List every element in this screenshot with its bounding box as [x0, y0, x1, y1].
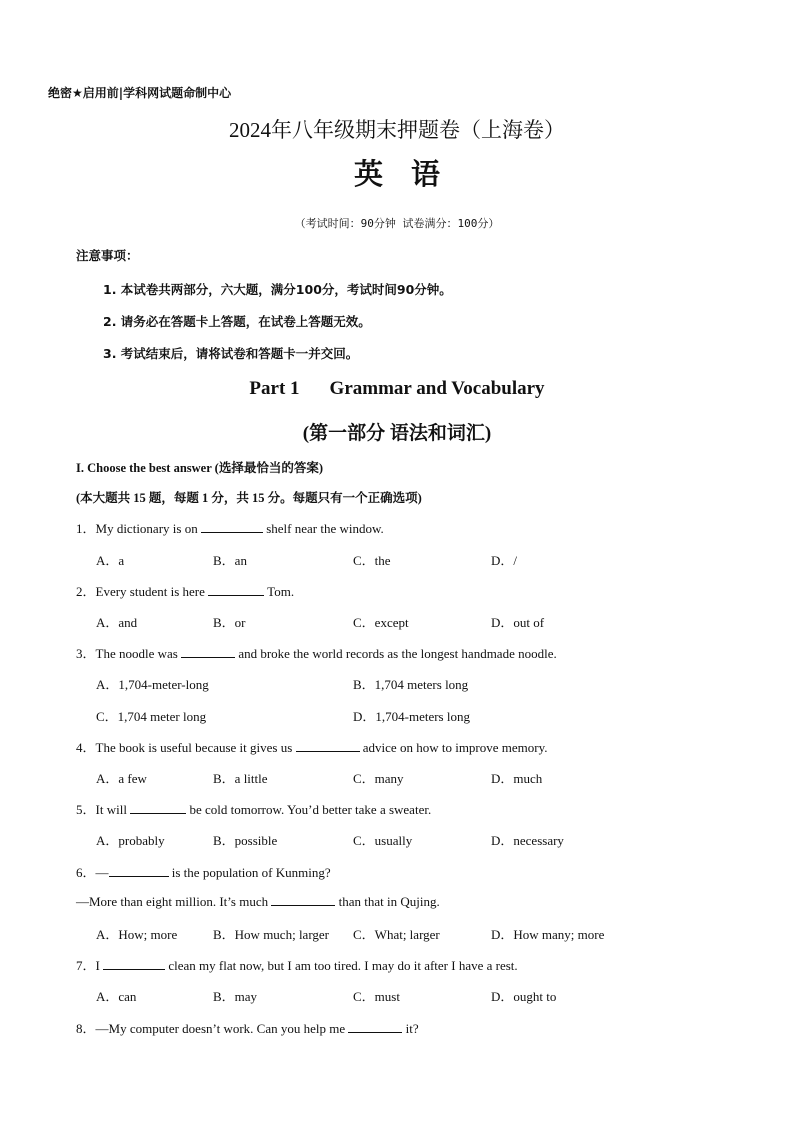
option-a: A．1,704-meter-long	[96, 677, 209, 692]
answer-blank	[208, 583, 264, 596]
option-c: C．except	[353, 615, 409, 630]
question-7: 7．I clean my flat now, but I am too tired. I may do it after I have a rest.	[76, 958, 518, 973]
option-a: A．probably	[96, 833, 165, 848]
option-c: C．must	[353, 989, 400, 1004]
option-b: B．or	[213, 615, 246, 630]
option-a: A．a	[96, 553, 125, 568]
option-b: B．a little	[213, 771, 268, 786]
option-c: C．What; larger	[353, 927, 440, 942]
answer-blank	[271, 893, 335, 906]
option-d: D．ought to	[491, 989, 557, 1004]
option-a: A．can	[96, 989, 137, 1004]
section-note: (本大题共 15 题，每题 1 分，共 15 分。每题只有一个正确选项)	[76, 491, 422, 505]
question-5: 5．It will be cold tomorrow. You’d better take a sweater.	[76, 802, 432, 817]
notice-item: 1. 本试卷共两部分，六大题，满分100分，考试时间90分钟。	[103, 282, 452, 297]
question-2: 2．Every student is here Tom.	[76, 584, 295, 599]
part-subtitle: (第一部分 语法和词汇)	[302, 423, 492, 444]
question-8: 8．—My computer doesn’t work. Can you help me it?	[76, 1021, 419, 1036]
notice-item: 3. 考试结束后，请将试卷和答题卡一并交回。	[103, 346, 359, 361]
part-number: Part 1	[249, 378, 300, 399]
option-b: B．1,704 meters long	[353, 677, 469, 692]
option-b: B．may	[213, 989, 258, 1004]
option-c: C．1,704 meter long	[96, 709, 207, 724]
answer-blank	[103, 957, 165, 970]
question-1: 1．My dictionary is on shelf near the window.	[76, 521, 384, 536]
question-3: 3．The noodle was and broke the world records as the longest handmade noodle.	[76, 646, 557, 661]
option-c: C．the	[353, 553, 391, 568]
exam-title: 2024年八年级期末押题卷（上海卷）	[229, 118, 565, 142]
answer-blank	[348, 1020, 402, 1033]
option-b: B．possible	[213, 833, 278, 848]
answer-blank	[296, 739, 360, 752]
subject-title: 英语	[353, 159, 468, 191]
notice-item: 2. 请务必在答题卡上答题，在试卷上答题无效。	[103, 314, 371, 329]
option-d: D．necessary	[491, 833, 564, 848]
exam-info: （考试时间：90分钟 试卷满分：100分）	[294, 217, 500, 230]
option-c: C．usually	[353, 833, 413, 848]
option-d: D．out of	[491, 615, 545, 630]
answer-blank	[181, 645, 235, 658]
option-c: C．many	[353, 771, 404, 786]
question-6: 6．— is the population of Kunming?	[76, 865, 331, 880]
notice-title: 注意事项：	[76, 248, 139, 263]
part-name: Grammar and Vocabulary	[329, 378, 545, 399]
option-a: A．a few	[96, 771, 147, 786]
option-b: B．How much; larger	[213, 927, 330, 942]
option-d: D．1,704-meters long	[353, 709, 470, 724]
section-title: I. Choose the best answer (选择最恰当的答案)	[76, 461, 323, 475]
part-title	[0, 378, 794, 400]
option-b: B．an	[213, 553, 247, 568]
option-a: A．How; more	[96, 927, 178, 942]
option-a: A．and	[96, 615, 138, 630]
secret-label: 绝密★启用前|学科网试题命制中心	[48, 86, 232, 100]
answer-blank	[109, 864, 169, 877]
option-d: D．How many; more	[491, 927, 605, 942]
question-6-reply: —More than eight million. It’s much than that in Qujing.	[76, 894, 440, 909]
option-d: D．much	[491, 771, 543, 786]
answer-blank	[201, 520, 263, 533]
answer-blank	[130, 801, 186, 814]
question-4: 4．The book is useful because it gives us advice on how to improve memory.	[76, 740, 548, 755]
option-d: D．/	[491, 553, 518, 568]
